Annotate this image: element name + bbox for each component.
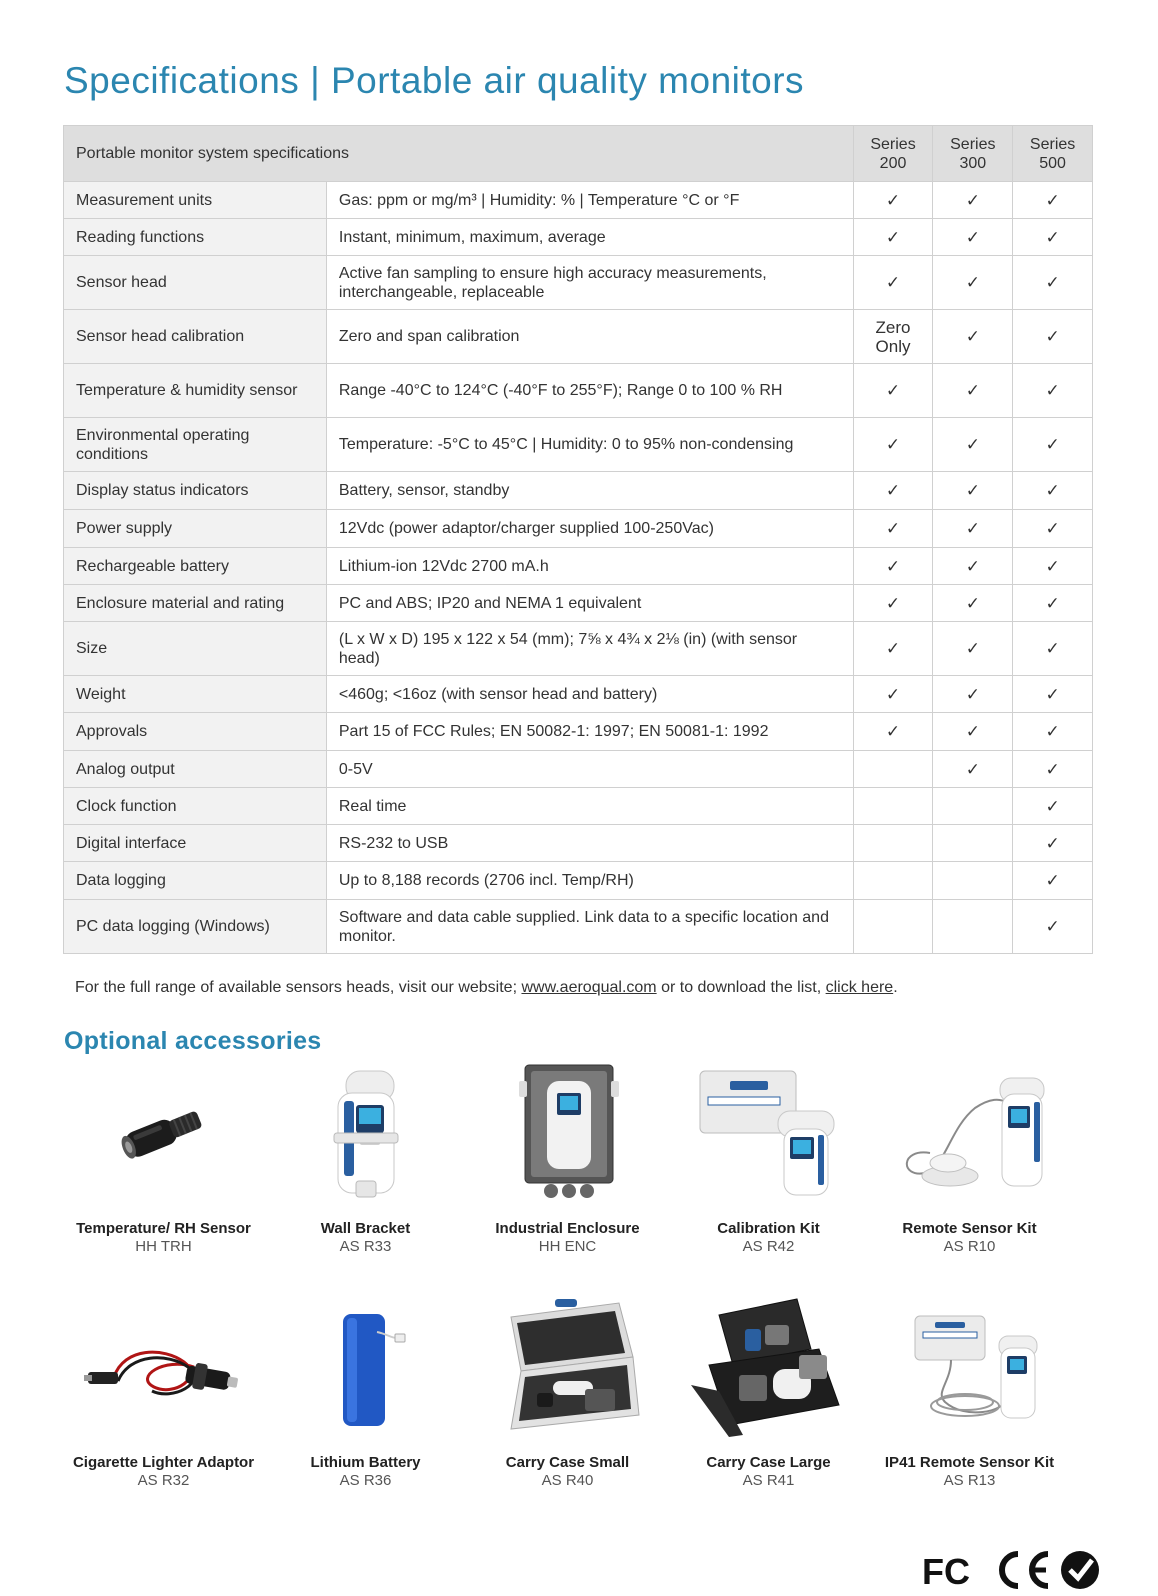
fcc-logo-icon [922,1551,970,1592]
series-200-cell: Zero Only [853,310,933,364]
ip41-remote-sensor-kit-icon [895,1302,1045,1432]
spec-value: (L x W x D) 195 x 122 x 54 (mm); 7⅝ x 4¾ x 2⅛ (in) (with sensor head) [326,622,853,676]
accessory-code: AS R41 [742,1472,795,1489]
accessory-item [263,1292,468,1490]
accessory-item [867,1058,1072,1256]
header-label: Portable monitor system specifications [64,126,854,182]
ce-mark-icon [1002,1554,1048,1586]
spec-value: Temperature: -5°C to 45°C | Humidity: 0 to 95% non-condensing [326,418,853,472]
series-200-cell: ✓ [853,219,933,256]
series-200-cell [853,862,933,900]
series-500-cell: ✓ [1013,788,1093,825]
series-300-cell: ✓ [933,713,1013,751]
accessory-code: HH ENC [538,1238,597,1255]
spec-row [64,182,1093,219]
spec-label: Power supply [64,510,327,548]
series-500-cell: ✓ [1013,751,1093,788]
spec-value: Range -40°C to 124°C (-40°F to 255°F); Range 0 to 100 % RH [326,364,853,418]
spec-label: Sensor head [64,256,327,310]
spec-value: PC and ABS; IP20 and NEMA 1 equivalent [326,585,853,622]
spec-row [64,510,1093,548]
spec-label: Digital interface [64,825,327,862]
series-300-cell [933,900,1013,954]
series-300-cell: ✓ [933,548,1013,585]
series-300-cell: ✓ [933,510,1013,548]
spec-row [64,219,1093,256]
spec-label: Enclosure material and rating [64,585,327,622]
spec-row [64,825,1093,862]
series-300-cell: ✓ [933,472,1013,510]
series-500-cell: ✓ [1013,510,1093,548]
accessory-name: Temperature/ RH Sensor [76,1220,251,1237]
spec-label: Rechargeable battery [64,548,327,585]
series-500-cell: ✓ [1013,548,1093,585]
spec-value: Active fan sampling to ensure high accuracy measurements, interchangeable, replaceable [326,256,853,310]
series-300-cell [933,825,1013,862]
series-300-cell: ✓ [933,751,1013,788]
accessory-item [61,1292,266,1490]
spec-row [64,418,1093,472]
spec-label: PC data logging (Windows) [64,900,327,954]
series-500-cell: ✓ [1013,825,1093,862]
carry-case-large-icon [689,1295,849,1440]
accessory-name: Carry Case Large [706,1454,831,1471]
industrial-enclosure-icon [513,1061,623,1206]
spec-row [64,256,1093,310]
header-series-500: Series 500 [1013,126,1093,182]
series-500-cell: ✓ [1013,676,1093,713]
series-500-cell: ✓ [1013,310,1093,364]
footnote [75,979,898,997]
accessory-name: Lithium Battery [310,1454,421,1471]
series-500-cell: ✓ [1013,472,1093,510]
spec-row [64,713,1093,751]
footnote-text-2: or to download the list, [656,979,826,996]
accessory-code: AS R33 [339,1238,392,1255]
spec-label: Size [64,622,327,676]
remote-sensor-kit-icon [890,1068,1050,1198]
c-tick-mark-icon [1061,1551,1099,1589]
spec-value: Zero and span calibration [326,310,853,364]
spec-value: Software and data cable supplied. Link data to a specific location and monitor. [326,900,853,954]
spec-label: Data logging [64,862,327,900]
download-link[interactable]: click here [825,979,894,996]
series-200-cell: ✓ [853,713,933,751]
spec-value: Instant, minimum, maximum, average [326,219,853,256]
spec-label: Approvals [64,713,327,751]
calibration-kit-icon [694,1061,844,1206]
accessory-code: AS R10 [943,1238,996,1255]
spec-row [64,900,1093,954]
accessory-name: Industrial Enclosure [495,1220,640,1237]
accessory-code: AS R32 [137,1472,190,1489]
spec-value: Part 15 of FCC Rules; EN 50082-1: 1997; EN 50081-1: 1992 [326,713,853,751]
spec-label: Reading functions [64,219,327,256]
spec-value: Lithium-ion 12Vdc 2700 mA.h [326,548,853,585]
accessory-item [465,1292,670,1490]
spec-row [64,585,1093,622]
series-200-cell: ✓ [853,364,933,418]
series-200-cell [853,900,933,954]
series-200-cell: ✓ [853,182,933,219]
series-300-cell [933,862,1013,900]
accessory-name: Calibration Kit [717,1220,820,1237]
series-200-cell: ✓ [853,472,933,510]
accessory-code: AS R13 [943,1472,996,1489]
spec-label: Temperature & humidity sensor [64,364,327,418]
series-300-cell: ✓ [933,256,1013,310]
series-200-cell: ✓ [853,418,933,472]
series-500-cell: ✓ [1013,585,1093,622]
accessories-title: Optional accessories [64,1027,322,1055]
accessory-name: Carry Case Small [505,1454,630,1471]
spec-value: RS-232 to USB [326,825,853,862]
series-500-cell: ✓ [1013,364,1093,418]
accessory-item [666,1292,871,1490]
series-500-cell: ✓ [1013,713,1093,751]
spec-table [63,125,1093,954]
accessory-name: Remote Sensor Kit [902,1220,1037,1237]
website-link[interactable]: www.aeroqual.com [521,979,657,996]
carry-case-small-icon [493,1297,643,1437]
series-300-cell: ✓ [933,418,1013,472]
series-300-cell: ✓ [933,585,1013,622]
header-series-200: Series 200 [853,126,933,182]
accessory-name: Cigarette Lighter Adaptor [72,1454,255,1471]
series-500-cell: ✓ [1013,219,1093,256]
accessory-name: IP41 Remote Sensor Kit [884,1454,1055,1471]
spec-label: Environmental operating conditions [64,418,327,472]
series-200-cell: ✓ [853,622,933,676]
accessory-code: AS R36 [339,1472,392,1489]
spec-label: Weight [64,676,327,713]
series-200-cell: ✓ [853,548,933,585]
spec-label: Clock function [64,788,327,825]
spec-value: 0-5V [326,751,853,788]
accessory-item [666,1058,871,1256]
spec-label: Analog output [64,751,327,788]
certification-marks [922,1548,1102,1592]
spec-value: Battery, sensor, standby [326,472,853,510]
spec-row [64,310,1093,364]
accessory-item [465,1058,670,1256]
series-200-cell: ✓ [853,585,933,622]
lithium-battery-icon [321,1302,411,1432]
spec-value: 12Vdc (power adaptor/charger supplied 100-250Vac) [326,510,853,548]
series-300-cell: ✓ [933,676,1013,713]
wall-bracket-icon [316,1063,416,1203]
accessory-code: AS R42 [742,1238,795,1255]
accessory-item [867,1292,1072,1490]
series-200-cell [853,751,933,788]
accessory-name: Wall Bracket [320,1220,411,1237]
svg-text:FC: FC [922,1551,970,1592]
spec-label: Display status indicators [64,472,327,510]
series-500-cell: ✓ [1013,862,1093,900]
series-500-cell: ✓ [1013,182,1093,219]
spec-value: <460g; <16oz (with sensor head and battery) [326,676,853,713]
series-300-cell: ✓ [933,219,1013,256]
spec-label: Measurement units [64,182,327,219]
header-series-300: Series 300 [933,126,1013,182]
series-300-cell: ✓ [933,182,1013,219]
series-200-cell [853,825,933,862]
spec-table-header [64,126,1093,182]
series-500-cell: ✓ [1013,900,1093,954]
series-500-cell: ✓ [1013,622,1093,676]
series-200-cell: ✓ [853,510,933,548]
page-title: Specifications | Portable air quality monitors [64,60,805,101]
series-300-cell: ✓ [933,622,1013,676]
series-300-cell [933,788,1013,825]
spec-row [64,751,1093,788]
spec-row [64,676,1093,713]
spec-value: Up to 8,188 records (2706 incl. Temp/RH) [326,862,853,900]
series-500-cell: ✓ [1013,256,1093,310]
series-300-cell: ✓ [933,364,1013,418]
accessory-code: HH TRH [135,1238,192,1255]
series-200-cell: ✓ [853,256,933,310]
footnote-text: For the full range of available sensors heads, visit our website; [75,979,522,996]
spec-value: Real time [326,788,853,825]
spec-row [64,622,1093,676]
spec-row [64,364,1093,418]
spec-value: Gas: ppm or mg/m³ | Humidity: % | Temperature °C or °F [326,182,853,219]
spec-row [64,862,1093,900]
cigarette-lighter-adaptor-icon [84,1317,244,1417]
spec-row [64,548,1093,585]
temperature-rh-sensor-icon [104,1088,224,1178]
spec-label: Sensor head calibration [64,310,327,364]
accessory-code: AS R40 [541,1472,594,1489]
series-200-cell: ✓ [853,676,933,713]
accessory-item [263,1058,468,1256]
accessory-item [61,1058,266,1256]
footnote-text-3: . [893,979,898,996]
series-500-cell: ✓ [1013,418,1093,472]
spec-row [64,472,1093,510]
series-300-cell: ✓ [933,310,1013,364]
spec-row [64,788,1093,825]
series-200-cell [853,788,933,825]
